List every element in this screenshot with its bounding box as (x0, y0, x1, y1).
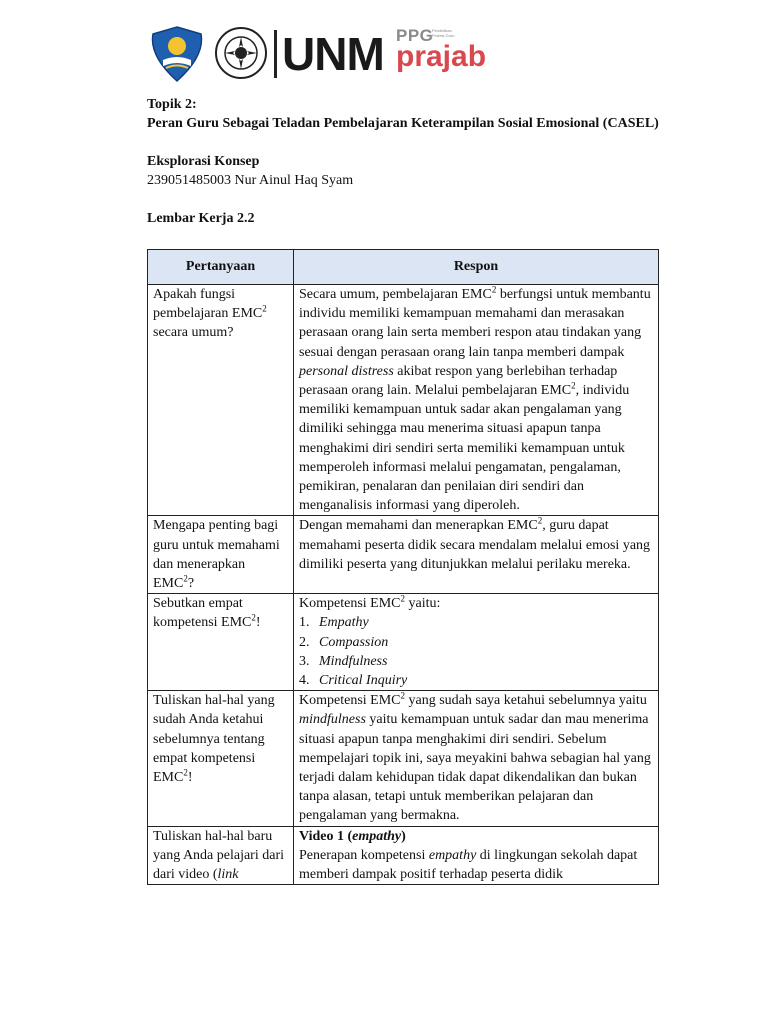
response-cell: Video 1 (empathy) Penerapan kompetensi empathy di lingkungan sekolah dapat memberi dampak positif terhadap peserta didik (294, 826, 659, 885)
competency-list (299, 613, 653, 690)
response-cell: Secara umum, pembelajaran EMC$^2$ berfungsi untuk membantu individu memiliki kemampuan memahami dan merasakan perasaan orang lain serta memberi respon atau tindakan yang sesuai dengan perasaan orang lain tanpa memberi dampak personal distress akibat respon yang berlebihan terhadap perasaan orang lain. Melalui pembelajaran EMC$^2$, individu memiliki kemampuan untuk sadar akan pengalaman yang dimiliki sehingga mau menerima situasi apapun tanpa menghakimi diri sendiri serta memiliki kemampuan untuk memperoleh informasi melalui pengamatan, pengalaman, pemikiran, penalaran dan penilaian diri sendiri dan menganalisis informasi yang diperoleh. (294, 285, 659, 516)
topic-title: Peran Guru Sebagai Teladan Pembelajaran Keterampilan Sosial Emosional (CASEL) (147, 116, 659, 131)
table-row (148, 826, 659, 885)
kemdikbud-logo (148, 26, 206, 82)
topic-label: Topik 2: (147, 97, 197, 112)
question-cell: Tuliskan hal-hal baru yang Anda pelajari dari dari video (link (148, 826, 294, 885)
question-cell: Mengapa penting bagi guru untuk memahami dan menerapkan EMC$^2$? (148, 516, 294, 594)
response-cell: Kompetensi EMC$^2$ yang sudah saya ketahui sebelumnya yaitu mindfulness yaitu kemampuan untuk sadar dan mau menerima situasi apapun tanpa menghakimi diri sendiri. Sebelum mempelajari topik ini, saya meyakini bahwa sebagian hal yang terjadi dalam kehidupan tidak dapat dikendalikan dan bukan tanpa alasan, tetapi untuk memberikan pelajaran dan pengalaman yang bermakna. (294, 691, 659, 826)
unm-wordmark: UNM (282, 28, 384, 80)
table-row (148, 285, 659, 516)
list-item: 4. Critical Inquiry (299, 673, 408, 689)
response-cell: Dengan memahami dan menerapkan EMC$^2$, guru dapat memahami peserta didik secara mendalam melalui emosi yang dimiliki peserta yang ditunjukkan melalui perilaku mereka. (294, 516, 659, 594)
column-header-response: Respon (294, 250, 659, 285)
list-item: 1. Empathy (299, 615, 369, 631)
video-title: Video 1 (empathy) (299, 828, 406, 844)
question-cell: Tuliskan hal-hal yang sudah Anda ketahui sebelumnya tentang empat kompetensi EMC$^2$! (148, 691, 294, 826)
table-row (148, 516, 659, 594)
question-cell: Sebutkan empat kompetensi EMC$^2$! (148, 594, 294, 691)
table-row (148, 594, 659, 691)
worksheet-title: Lembar Kerja 2.2 (147, 211, 255, 226)
list-item: 3. Mindfulness (299, 653, 388, 669)
document-body (147, 95, 659, 228)
column-header-question: Pertanyaan (148, 250, 294, 285)
logo-divider (274, 30, 277, 78)
response-cell: Kompetensi EMC$^2$ yaitu: 1. Empathy 2. Compassion 3. Mindfulness 4. Critical Inquiry (294, 594, 659, 691)
worksheet-table (147, 249, 659, 885)
ppg-subtitle: Pendidikan Profesi Guru (432, 28, 455, 38)
prajab-wordmark: prajab (396, 40, 487, 73)
unm-seal-logo (212, 26, 270, 82)
student-identity: 239051485003 Nur Ainul Haq Syam (147, 173, 354, 188)
ppg-wordmark: PPG (396, 26, 434, 45)
section-title: Eksplorasi Konsep (147, 154, 260, 169)
table-row (148, 691, 659, 826)
ppg-prajab-logo (396, 26, 506, 82)
question-cell: Apakah fungsi pembelajaran EMC$^2$ secara umum? (148, 285, 294, 516)
header-logos (148, 24, 508, 84)
list-item: 2. Compassion (299, 634, 389, 650)
table-header-row (148, 250, 659, 285)
